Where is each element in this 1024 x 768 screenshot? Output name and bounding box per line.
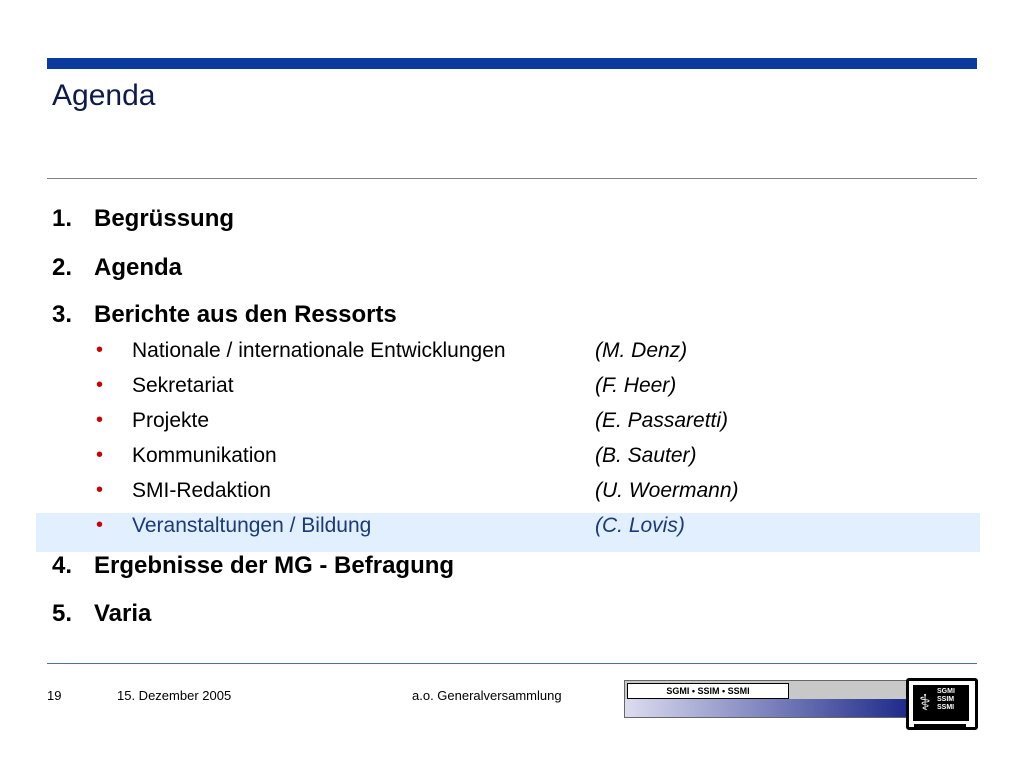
bullet-icon: • (96, 374, 104, 396)
logo-band (624, 680, 910, 718)
agenda-item-number: 3. (52, 301, 73, 328)
sub-item-sekretariat (96, 374, 796, 404)
sub-item-nationale (96, 339, 796, 369)
caduceus-icon: ⚕ (919, 690, 931, 715)
agenda-item-number: 4. (52, 552, 73, 579)
bullet-icon: • (96, 514, 104, 536)
sub-item-person: (E. Passaretti) (595, 409, 729, 432)
agenda-item-text: Ergebnisse der MG - Befragung (94, 552, 455, 579)
logo-gradient-bar (625, 699, 909, 717)
sub-item-label: SMI-Redaktion (132, 479, 271, 502)
sub-item-label: Projekte (132, 409, 210, 432)
agenda-item-text: Begrüssung (94, 205, 235, 232)
sub-item-label: Sekretariat (132, 374, 234, 397)
logo-strip-text: SGMI • SSIM • SSMI (627, 683, 789, 699)
footer-date: 15. Dezember 2005 (117, 688, 232, 703)
monitor-stand (914, 724, 966, 727)
sub-item-person: (B. Sauter) (595, 444, 697, 467)
sgmi-logo (624, 680, 976, 730)
sub-item-smi-redaktion (96, 479, 796, 509)
sub-item-label: Veranstaltungen / Bildung (132, 514, 372, 537)
monitor-line: SSMI (937, 704, 955, 711)
sub-item-person: (M. Denz) (595, 339, 688, 362)
monitor-line: SGMI (937, 688, 955, 695)
footer-divider (47, 663, 977, 664)
bullet-icon: • (96, 444, 104, 466)
sub-item-person: (U. Woermann) (595, 479, 739, 502)
slide-title: Agenda (52, 79, 156, 112)
monitor-text (937, 688, 955, 712)
agenda-item-number: 5. (52, 600, 73, 627)
bullet-icon: • (96, 409, 104, 431)
footer-event: a.o. Generalversammlung (412, 688, 562, 703)
sub-item-veranstaltungen (96, 514, 796, 544)
agenda-item-text: Agenda (94, 254, 183, 281)
sub-item-kommunikation (96, 444, 796, 474)
monitor-icon (906, 678, 978, 730)
bullet-icon: • (96, 339, 104, 361)
sub-item-person: (F. Heer) (595, 374, 677, 397)
sub-item-projekte (96, 409, 796, 439)
agenda-item-number: 1. (52, 205, 73, 232)
sub-item-label: Kommunikation (132, 444, 277, 467)
monitor-line: SSIM (937, 696, 955, 703)
agenda-item-text: Berichte aus den Ressorts (94, 301, 397, 328)
bullet-icon: • (96, 479, 104, 501)
title-divider (47, 178, 977, 179)
agenda-item-text: Varia (94, 600, 152, 627)
monitor-screen (913, 685, 969, 721)
sub-item-person: (C. Lovis) (595, 514, 685, 537)
title-accent-bar (47, 58, 977, 69)
page-number: 19 (47, 688, 62, 703)
agenda-item-number: 2. (52, 254, 73, 281)
sub-item-label: Nationale / internationale Entwicklungen (132, 339, 506, 362)
